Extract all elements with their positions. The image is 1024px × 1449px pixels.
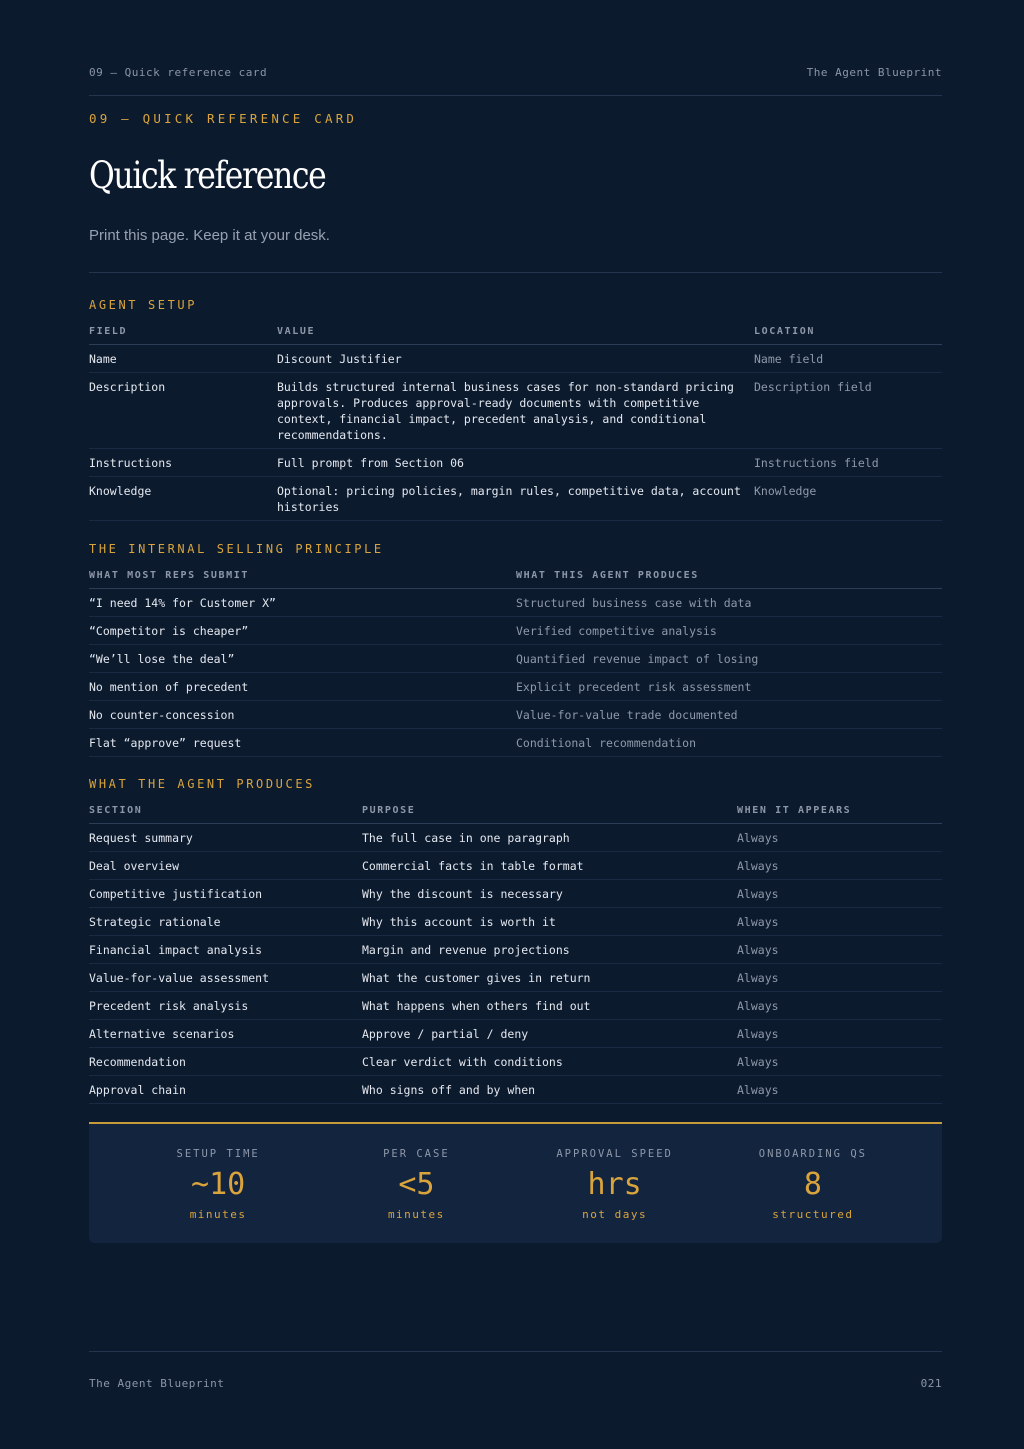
stat-label: APPROVAL SPEED (556, 1148, 673, 1160)
stats-panel (89, 1122, 942, 1243)
table-row (89, 729, 942, 757)
section-cell: Recommendation (89, 1048, 362, 1076)
section-cell: Alternative scenarios (89, 1020, 362, 1048)
agent-setup-table (89, 326, 942, 521)
agent-produces-heading: WHAT THE AGENT PRODUCES (89, 777, 315, 791)
when-cell: Always (737, 1020, 942, 1048)
stat-approval-speed (516, 1124, 714, 1243)
stat-value: hrs (587, 1167, 642, 1202)
when-cell: Always (737, 880, 942, 908)
footer-book-title: The Agent Blueprint (89, 1377, 225, 1390)
section-cell: Value-for-value assessment (89, 964, 362, 992)
agent-produces-cell: Value-for-value trade documented (516, 701, 942, 729)
when-cell: Always (737, 1048, 942, 1076)
value-cell: Optional: pricing policies, margin rules, competitive data, account histories (277, 477, 754, 521)
purpose-cell: Who signs off and by when (362, 1076, 737, 1104)
location-cell: Description field (754, 373, 942, 449)
table-row (89, 1076, 942, 1104)
when-cell: Always (737, 852, 942, 880)
table-row (89, 908, 942, 936)
reps-submit-cell: No counter-concession (89, 701, 516, 729)
selling-principle-table (89, 570, 942, 757)
page-subtitle: Print this page. Keep it at your desk. (89, 227, 330, 244)
column-header-location: LOCATION (754, 326, 942, 345)
table-header-row (89, 805, 942, 824)
when-cell: Always (737, 908, 942, 936)
column-header-purpose: PURPOSE (362, 805, 737, 824)
table-row (89, 880, 942, 908)
stat-value: <5 (398, 1167, 435, 1202)
agent-produces-cell: Quantified revenue impact of losing (516, 645, 942, 673)
column-header-value: VALUE (277, 326, 754, 345)
reps-submit-cell: “Competitor is cheaper” (89, 617, 516, 645)
table-header-row (89, 570, 942, 589)
purpose-cell: Why the discount is necessary (362, 880, 737, 908)
page (89, 0, 942, 1449)
when-cell: Always (737, 964, 942, 992)
stat-unit: minutes (387, 1208, 445, 1221)
column-header-reps-submit: WHAT MOST REPS SUBMIT (89, 570, 516, 589)
table-row (89, 645, 942, 673)
page-title: Quick reference (89, 154, 326, 197)
running-header (89, 66, 942, 79)
location-cell: Knowledge (754, 477, 942, 521)
table-row (89, 449, 942, 477)
table-row (89, 373, 942, 449)
column-header-section: SECTION (89, 805, 362, 824)
stat-value: 8 (803, 1167, 822, 1202)
when-cell: Always (737, 992, 942, 1020)
purpose-cell: What the customer gives in return (362, 964, 737, 992)
section-cell: Precedent risk analysis (89, 992, 362, 1020)
table-row (89, 992, 942, 1020)
location-cell: Instructions field (754, 449, 942, 477)
page-footer (89, 1377, 942, 1390)
table-row (89, 617, 942, 645)
when-cell: Always (737, 824, 942, 852)
column-header-when-it-appears: WHEN IT APPEARS (737, 805, 942, 824)
running-header-section: 09 — Quick reference card (89, 66, 268, 79)
field-cell: Description (89, 373, 277, 449)
agent-produces-table (89, 805, 942, 1104)
column-header-field: FIELD (89, 326, 277, 345)
table-row (89, 936, 942, 964)
purpose-cell: Commercial facts in table format (362, 852, 737, 880)
stat-label: PER CASE (383, 1148, 450, 1160)
header-divider (89, 95, 942, 96)
section-cell: Competitive justification (89, 880, 362, 908)
purpose-cell: Clear verdict with conditions (362, 1048, 737, 1076)
stat-label: ONBOARDING QS (758, 1148, 867, 1160)
purpose-cell: What happens when others find out (362, 992, 737, 1020)
purpose-cell: The full case in one paragraph (362, 824, 737, 852)
when-cell: Always (737, 1076, 942, 1104)
table-row (89, 701, 942, 729)
section-cell: Strategic rationale (89, 908, 362, 936)
table-row (89, 345, 942, 373)
stat-unit: not days (582, 1208, 648, 1221)
table-row (89, 1020, 942, 1048)
stat-unit: structured (772, 1208, 854, 1221)
section-cell: Financial impact analysis (89, 936, 362, 964)
table-row (89, 852, 942, 880)
agent-produces-cell: Structured business case with data (516, 589, 942, 617)
section-cell: Approval chain (89, 1076, 362, 1104)
column-header-agent-produces: WHAT THIS AGENT PRODUCES (516, 570, 942, 589)
agent-setup-heading: AGENT SETUP (89, 298, 198, 312)
stat-setup-time (119, 1124, 317, 1243)
running-header-book-title: The Agent Blueprint (806, 66, 942, 79)
value-cell: Full prompt from Section 06 (277, 449, 754, 477)
reps-submit-cell: Flat “approve” request (89, 729, 516, 757)
reps-submit-cell: No mention of precedent (89, 673, 516, 701)
section-kicker: 09 — QUICK REFERENCE CARD (89, 111, 358, 126)
reps-submit-cell: “I need 14% for Customer X” (89, 589, 516, 617)
location-cell: Name field (754, 345, 942, 373)
table-row (89, 824, 942, 852)
table-header-row (89, 326, 942, 345)
value-cell: Builds structured internal business cases for non-standard pricing approvals. Produces approval-ready documents with competitive context, financial impact, precedent analysis, and conditional recommendations. (277, 373, 754, 449)
agent-produces-cell: Conditional recommendation (516, 729, 942, 757)
page-number: 021 (920, 1377, 942, 1390)
table-row (89, 964, 942, 992)
stat-unit: minutes (189, 1208, 247, 1221)
section-cell: Request summary (89, 824, 362, 852)
stat-value: ~10 (191, 1167, 246, 1202)
table-row (89, 589, 942, 617)
stat-label: SETUP TIME (176, 1148, 260, 1160)
purpose-cell: Margin and revenue projections (362, 936, 737, 964)
table-row (89, 1048, 942, 1076)
reps-submit-cell: “We’ll lose the deal” (89, 645, 516, 673)
field-cell: Instructions (89, 449, 277, 477)
when-cell: Always (737, 936, 942, 964)
stat-per-case (317, 1124, 515, 1243)
purpose-cell: Approve / partial / deny (362, 1020, 737, 1048)
table-row (89, 477, 942, 521)
field-cell: Knowledge (89, 477, 277, 521)
title-divider (89, 272, 942, 273)
section-cell: Deal overview (89, 852, 362, 880)
value-cell: Discount Justifier (277, 345, 754, 373)
agent-produces-cell: Explicit precedent risk assessment (516, 673, 942, 701)
stat-onboarding-qs (714, 1124, 912, 1243)
field-cell: Name (89, 345, 277, 373)
selling-principle-heading: THE INTERNAL SELLING PRINCIPLE (89, 542, 384, 556)
footer-divider (89, 1351, 942, 1352)
agent-produces-cell: Verified competitive analysis (516, 617, 942, 645)
table-row (89, 673, 942, 701)
purpose-cell: Why this account is worth it (362, 908, 737, 936)
